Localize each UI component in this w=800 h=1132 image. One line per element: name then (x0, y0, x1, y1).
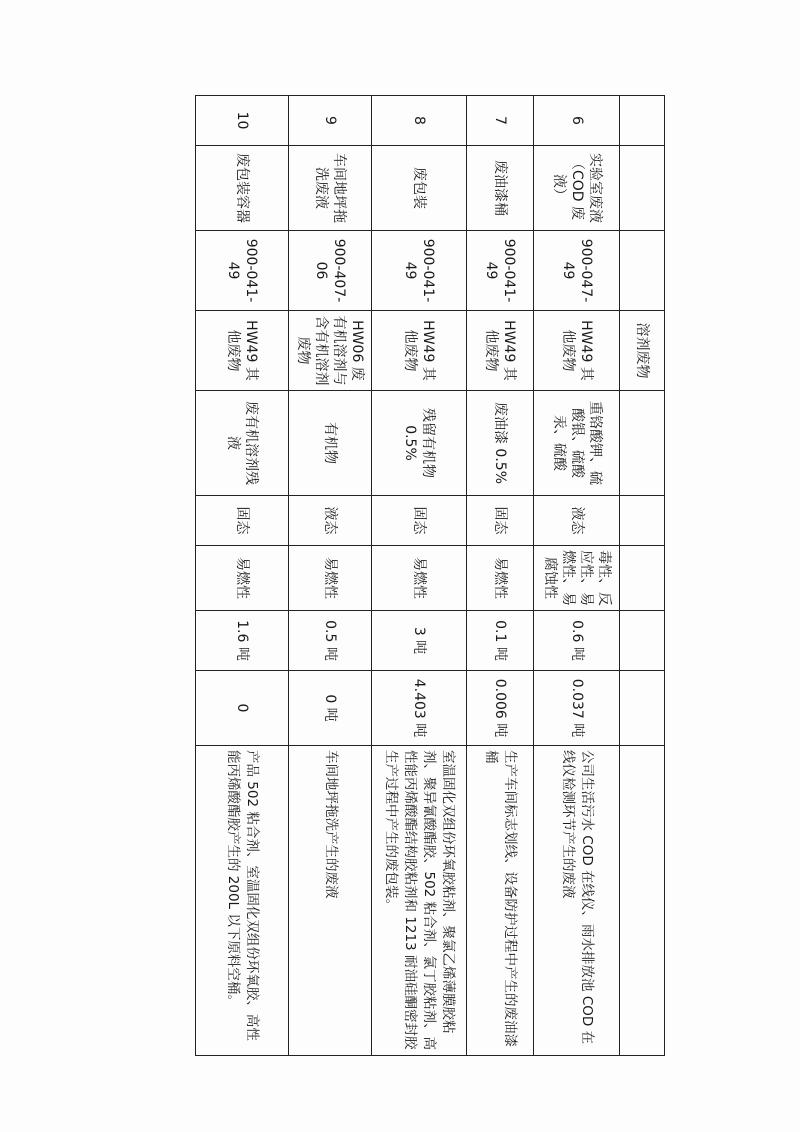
code-cell: 900-041-49 (196, 231, 289, 311)
component-cell: 有机物 (289, 391, 372, 496)
source-cell: 室温固化双组份环氧胶粘剂、聚氯乙烯薄膜胶粘剂、聚异氰酸酯胶、502 粘合剂、氯丁胶粘剂、高性能丙烯酸酯结构胶粘剂和 1213 耐油硅酮密封胶生产过程中产生的废包装。 (372, 746, 467, 1056)
amount-cell: 0.6 吨 (533, 611, 620, 671)
hazardous-waste-table (195, 95, 665, 1056)
table-row (372, 96, 467, 1056)
table-cell (620, 231, 665, 311)
hazard-cell: 易燃性 (372, 546, 467, 611)
category-cell: HW49 其他废物 (467, 311, 533, 391)
code-cell: 900-041-49 (372, 231, 467, 311)
no-cell: 7 (467, 96, 533, 146)
name-cell: 车间地坪拖洗废液 (289, 146, 372, 231)
hazard-cell: 易燃性 (196, 546, 289, 611)
form-cell: 液态 (533, 496, 620, 546)
table-cell (620, 546, 665, 611)
component-cell: 残留有机物 0.5% (372, 391, 467, 496)
category-cell: HW49 其他废物 (196, 311, 289, 391)
table-row (533, 96, 620, 1056)
form-cell: 固态 (372, 496, 467, 546)
table-cell (620, 146, 665, 231)
stock-cell: 4.403 吨 (372, 671, 467, 746)
hazard-cell: 毒性、反应性、易燃性、易腐蚀性 (533, 546, 620, 611)
table-row (196, 96, 289, 1056)
hazard-cell: 易燃性 (289, 546, 372, 611)
stock-cell: 0 (196, 671, 289, 746)
code-cell: 900-041-49 (467, 231, 533, 311)
name-cell: 实验室废液（COD 废液） (533, 146, 620, 231)
table-container (195, 95, 665, 1055)
amount-cell: 0.5 吨 (289, 611, 372, 671)
table-row (620, 96, 665, 1056)
code-cell: 900-047-49 (533, 231, 620, 311)
source-cell: 产品 502 粘合剂、室温固化双组份环氧胶、高性能丙烯酸酯胶产生的 200L 以下原料空桶。 (196, 746, 289, 1056)
form-cell: 固态 (196, 496, 289, 546)
table-cell (620, 496, 665, 546)
amount-cell: 3 吨 (372, 611, 467, 671)
amount-cell: 1.6 吨 (196, 611, 289, 671)
category-cell: HW49 其他废物 (533, 311, 620, 391)
source-cell: 车间地坪拖洗产生的废液 (289, 746, 372, 1056)
component-cell: 重铬酸钾、硫酸银、硫酸汞、硫酸 (533, 391, 620, 496)
name-cell: 废包装 (372, 146, 467, 231)
amount-cell: 0.1 吨 (467, 611, 533, 671)
table-cell (620, 96, 665, 146)
category-cell: HW49 其他废物 (372, 311, 467, 391)
code-cell: 900-407-06 (289, 231, 372, 311)
source-cell: 公司生活污水 COD 在线仪、雨水排放池 COD 在线仪检测环节产生的废液 (533, 746, 620, 1056)
table-row (467, 96, 533, 1056)
component-cell: 废有机溶剂残液 (196, 391, 289, 496)
hazard-cell: 易燃性 (467, 546, 533, 611)
component-cell: 废油漆 0.5% (467, 391, 533, 496)
stock-cell: 0.006 吨 (467, 671, 533, 746)
form-cell: 固态 (467, 496, 533, 546)
stock-cell: 0 吨 (289, 671, 372, 746)
table-cell (620, 671, 665, 746)
no-cell: 10 (196, 96, 289, 146)
table-cell (620, 746, 665, 1056)
name-cell: 废油漆桶 (467, 146, 533, 231)
category-cell: 溶剂废物 (620, 311, 665, 391)
table-cell (620, 611, 665, 671)
source-cell: 生产车间标志划线、设备防护过程中产生的废油漆桶 (467, 746, 533, 1056)
no-cell: 6 (533, 96, 620, 146)
table-row (289, 96, 372, 1056)
form-cell: 液态 (289, 496, 372, 546)
table-cell (620, 391, 665, 496)
stock-cell: 0.037 吨 (533, 671, 620, 746)
no-cell: 9 (289, 96, 372, 146)
rotated-table-wrapper (195, 95, 665, 1055)
no-cell: 8 (372, 96, 467, 146)
name-cell: 废包装容器 (196, 146, 289, 231)
category-cell: HW06 废有机溶剂与含有机溶剂废物 (289, 311, 372, 391)
